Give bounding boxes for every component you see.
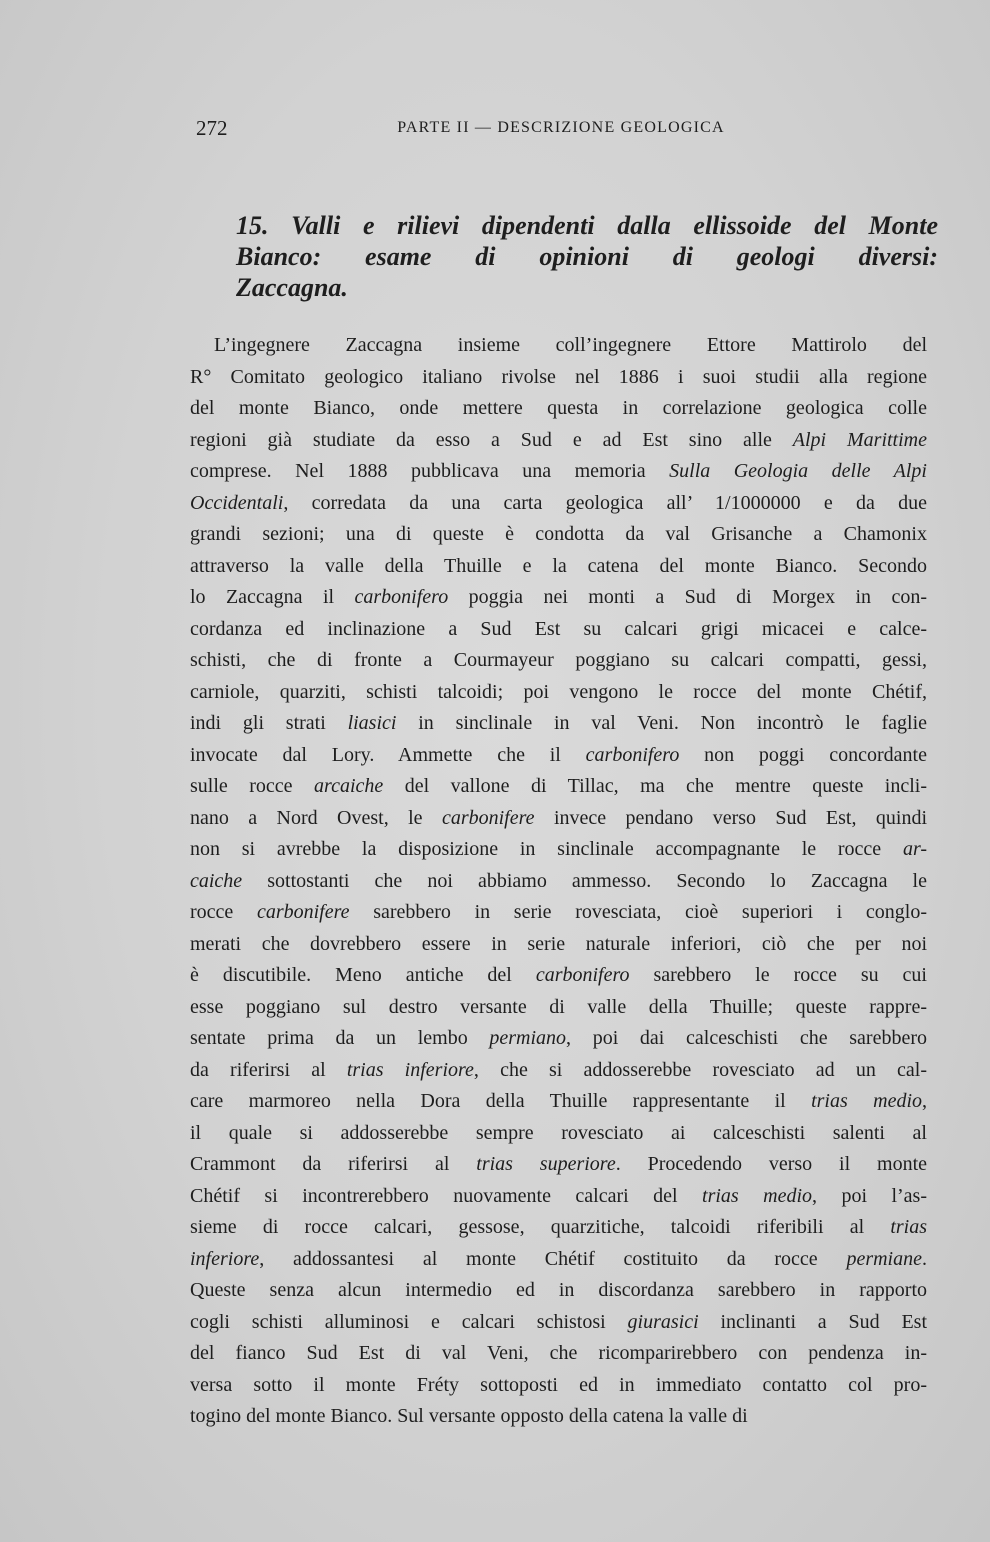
text-run: schisti, che di fronte a Courmayeur poggiano su calcari compatti, gessi, xyxy=(190,649,927,671)
text-line xyxy=(190,330,927,362)
text-line xyxy=(190,1023,927,1055)
text-run: grandi sezioni; una di queste è condotta da val Grisanche a Chamonix xyxy=(190,523,927,545)
text-line xyxy=(190,551,927,583)
text-line xyxy=(190,677,927,709)
text-line xyxy=(190,834,927,866)
text-run: versa sotto il monte Fréty sottoposti ed in immediato contatto col pro- xyxy=(190,1373,927,1396)
italic-term: ar- xyxy=(902,838,927,860)
text-run: invece pendano verso Sud Est, quindi xyxy=(534,806,928,829)
text-run: cogli schisti alluminosi e calcari schistosi xyxy=(190,1310,628,1333)
section-heading-line: Bianco: esame di opinioni di geologi diversi: xyxy=(236,242,938,271)
text-run: sarebbero le rocce su cui xyxy=(629,964,927,986)
text-line xyxy=(190,645,927,677)
text-run: non si avrebbe la disposizione in sinclinale accompagnante le rocce xyxy=(190,838,903,860)
italic-term: liasici xyxy=(347,712,397,734)
text-line xyxy=(190,897,927,929)
italic-term: trias xyxy=(890,1216,927,1238)
text-line xyxy=(190,1244,927,1276)
text-line xyxy=(190,771,927,803)
running-head-title: PARTE II — DESCRIZIONE GEOLOGICA xyxy=(397,119,725,136)
text-run: care marmoreo nella Dora della Thuille rappresentante il xyxy=(190,1090,812,1112)
text-run: , poi l’as- xyxy=(812,1184,928,1207)
text-run: indi gli strati xyxy=(190,712,348,734)
text-run: del fianco Sud Est di val Veni, che ricomparirebbero con pendenza in- xyxy=(190,1342,927,1364)
text-run: poggia nei monti a Sud di Morgex in con- xyxy=(448,586,927,608)
text-line xyxy=(190,1086,927,1118)
text-line xyxy=(190,708,927,740)
italic-term: permiano xyxy=(489,1027,567,1049)
text-run: togino del monte Bianco. Sul versante opposto della catena la valle di xyxy=(190,1405,748,1427)
italic-term: carbonifere xyxy=(256,901,350,923)
italic-term: Alpi Marittime xyxy=(792,428,927,451)
italic-term: caiche xyxy=(190,869,243,892)
text-run: regioni già studiate da esso a Sud e ad Est sino alle xyxy=(190,428,793,451)
text-line xyxy=(190,362,927,394)
text-line xyxy=(190,1118,927,1150)
text-line xyxy=(190,1307,927,1339)
text-run: inclinanti a Sud Est xyxy=(698,1310,928,1333)
text-run: lo Zaccagna il xyxy=(190,586,355,608)
italic-term: carbonifero xyxy=(354,586,449,608)
text-run: L’ingegnere Zaccagna insieme coll’ingegnere Ettore Mattirolo del xyxy=(214,334,927,356)
section-heading-line: Zaccagna. xyxy=(236,273,348,302)
text-run: è discutibile. Meno antiche del xyxy=(190,964,536,986)
italic-term: Sulla Geologia delle Alpi xyxy=(669,460,927,482)
text-line xyxy=(190,1338,927,1370)
text-line xyxy=(190,992,927,1024)
text-line xyxy=(190,866,927,898)
italic-term: trias inferiore xyxy=(346,1058,474,1081)
text-run: merati che dovrebbero essere in serie naturale inferiori, ciò che per noi xyxy=(190,932,927,955)
italic-term: carbonifero xyxy=(585,743,680,766)
text-run: sieme di rocce calcari, gessose, quarzitiche, talcoidi riferibili al xyxy=(190,1216,891,1238)
italic-term: trias medio xyxy=(702,1184,813,1207)
text-run: . xyxy=(922,1247,927,1270)
text-run: nano a Nord Ovest, le xyxy=(190,806,442,829)
text-line xyxy=(190,960,927,992)
italic-term: carbonifere xyxy=(441,806,535,829)
italic-term: giurasici xyxy=(627,1310,699,1333)
text-run: , che si addosserebbe rovesciato ad un cal- xyxy=(473,1058,927,1081)
text-line xyxy=(190,1212,927,1244)
text-line xyxy=(190,1401,927,1433)
text-run: Queste senza alcun intermedio ed in discordanza sarebbero in rapporto xyxy=(190,1279,927,1301)
text-run: sulle rocce xyxy=(190,775,315,797)
text-line xyxy=(190,456,927,488)
italic-term: carbonifero xyxy=(535,964,630,986)
text-run: cordanza ed inclinazione a Sud Est su calcari grigi micacei e calce- xyxy=(190,617,927,640)
text-run: Crammont da riferirsi al xyxy=(190,1153,477,1175)
text-line xyxy=(190,929,927,961)
text-run: . Procedendo verso il monte xyxy=(615,1153,928,1175)
text-run: del monte Bianco, onde mettere questa in correlazione geologica colle xyxy=(190,397,927,419)
italic-term: arcaiche xyxy=(314,775,384,797)
section-heading xyxy=(238,210,938,303)
text-run: Chétif si incontrerebbero nuovamente calcari del xyxy=(190,1184,703,1207)
text-line xyxy=(190,1181,927,1213)
text-line xyxy=(190,1370,927,1402)
text-run: esse poggiano sul destro versante di valle della Thuille; queste rappre- xyxy=(190,995,927,1018)
text-line xyxy=(190,519,927,551)
italic-term: inferiore xyxy=(190,1247,260,1270)
text-line xyxy=(190,393,927,425)
page-number: 272 xyxy=(196,116,228,140)
text-line xyxy=(190,740,927,772)
section-heading-line: 15. Valli e rilievi dipendenti dalla ellissoide del Monte xyxy=(236,211,938,240)
italic-term: trias medio xyxy=(811,1090,922,1112)
text-line xyxy=(190,1275,927,1307)
text-run: non poggi concordante xyxy=(679,743,927,766)
text-run: R° Comitato geologico italiano rivolse nel 1886 i suoi studii alla regione xyxy=(190,365,927,388)
text-run: attraverso la valle della Thuille e la catena del monte Bianco. Secondo xyxy=(190,554,927,577)
text-run: comprese. Nel 1888 pubblicava una memoria xyxy=(190,460,670,482)
text-run: sentate prima da un lembo xyxy=(190,1027,490,1049)
text-run: del vallone di Tillac, ma che mentre queste incli- xyxy=(383,775,927,797)
text-run: , corredata da una carta geologica all’ 1/1000000 e da due xyxy=(283,491,927,514)
text-run: , xyxy=(922,1090,927,1112)
text-line xyxy=(190,614,927,646)
text-run: sottostanti che noi abbiamo ammesso. Secondo lo Zaccagna le xyxy=(242,869,927,892)
text-run: da riferirsi al xyxy=(190,1058,347,1081)
text-run: il quale si addosserebbe sempre rovesciato ai calceschisti salenti al xyxy=(190,1121,927,1144)
text-line xyxy=(190,803,927,835)
text-run: carniole, quarziti, schisti talcoidi; poi vengono le rocce del monte Chétif, xyxy=(190,680,927,703)
text-line xyxy=(190,488,927,520)
text-line xyxy=(190,582,927,614)
text-line xyxy=(190,1149,927,1181)
italic-term: trias superiore xyxy=(476,1153,616,1175)
text-run: , addossantesi al monte Chétif costituito da rocce xyxy=(259,1247,847,1270)
running-head xyxy=(196,116,926,146)
italic-term: permiane xyxy=(846,1247,922,1270)
text-run: rocce xyxy=(190,901,257,923)
text-run: , poi dai calceschisti che sarebbero xyxy=(566,1027,928,1049)
text-line xyxy=(190,425,927,457)
italic-term: Occidentali xyxy=(190,491,284,514)
text-run: in sinclinale in val Veni. Non incontrò le faglie xyxy=(396,712,928,734)
text-run: sarebbero in serie rovesciata, cioè superiori i conglo- xyxy=(349,901,927,923)
body-paragraph xyxy=(190,330,927,1433)
text-run: invocate dal Lory. Ammette che il xyxy=(190,743,586,766)
text-line xyxy=(190,1055,927,1087)
